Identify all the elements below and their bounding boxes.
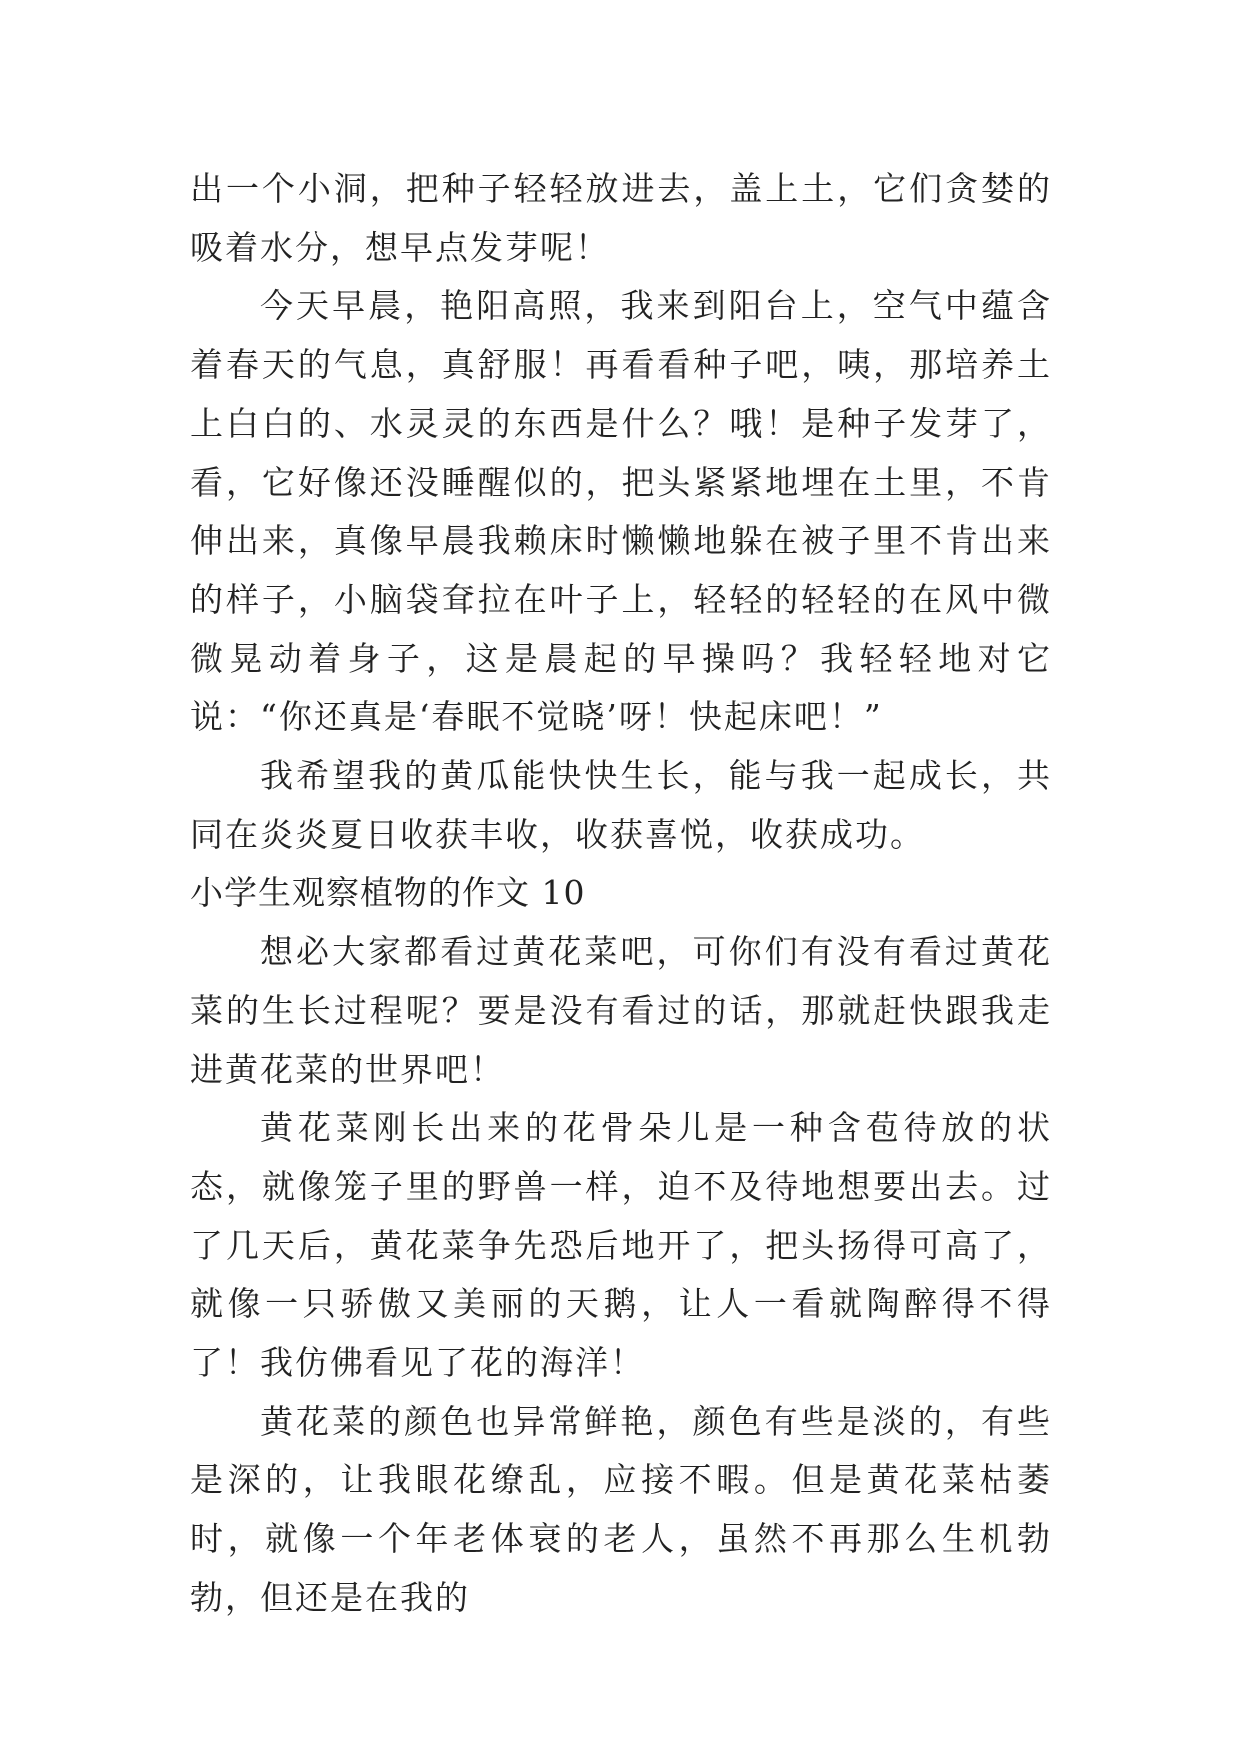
- essay-heading: 小学生观察植物的作文 10: [190, 873, 586, 913]
- paragraph-continuation: 出一个小洞，把种子轻轻放进去，盖上土，它们贪婪的吸着水分，想早点发芽呢！: [190, 169, 1052, 267]
- paragraph-daylily-color: 黄花菜的颜色也异常鲜艳，颜色有些是淡的，有些是深的，让我眼花缭乱，应接不暇。但是黄花菜枯萎时，就像一个年老体衰的老人，虽然不再那么生机勃勃，但还是在我的: [190, 1401, 1052, 1617]
- paragraph-cucumber-wish: 我希望我的黄瓜能快快生长，能与我一起成长，共同在炎炎夏日收获丰收，收获喜悦，收获成功。: [190, 756, 1052, 854]
- paragraph-daylily-bloom: 黄花菜刚长出来的花骨朵儿是一种含苞待放的状态，就像笼子里的野兽一样，迫不及待地想要出去。过了几天后，黄花菜争先恐后地开了，把头扬得可高了，就像一只骄傲又美丽的天鹅，让人一看就陶醉得不得了！我仿佛看见了花的海洋！: [190, 1108, 1052, 1383]
- paragraph-daylily-intro: 想必大家都看过黄花菜吧，可你们有没有看过黄花菜的生长过程呢？要是没有看过的话，那就赶快跟我走进黄花菜的世界吧！: [190, 932, 1052, 1089]
- paragraph-morning-sprout: 今天早晨，艳阳高照，我来到阳台上，空气中蕴含着春天的气息，真舒服！再看看种子吧，咦，那培养土上白白的、水灵灵的东西是什么？哦！是种子发芽了，看，它好像还没睡醒似的，把头紧紧地埋在土里，不肯伸出来，真像早晨我赖床时懒懒地躲在被子里不肯出来的样子，小脑袋耷拉在叶子上，轻轻的轻轻的在风中微微晃动着身子，这是晨起的早操吗？我轻轻地对它说：“你还真是‘春眠不觉晓’呀！快起床吧！”: [190, 286, 1052, 737]
- document-body: [190, 160, 1052, 1628]
